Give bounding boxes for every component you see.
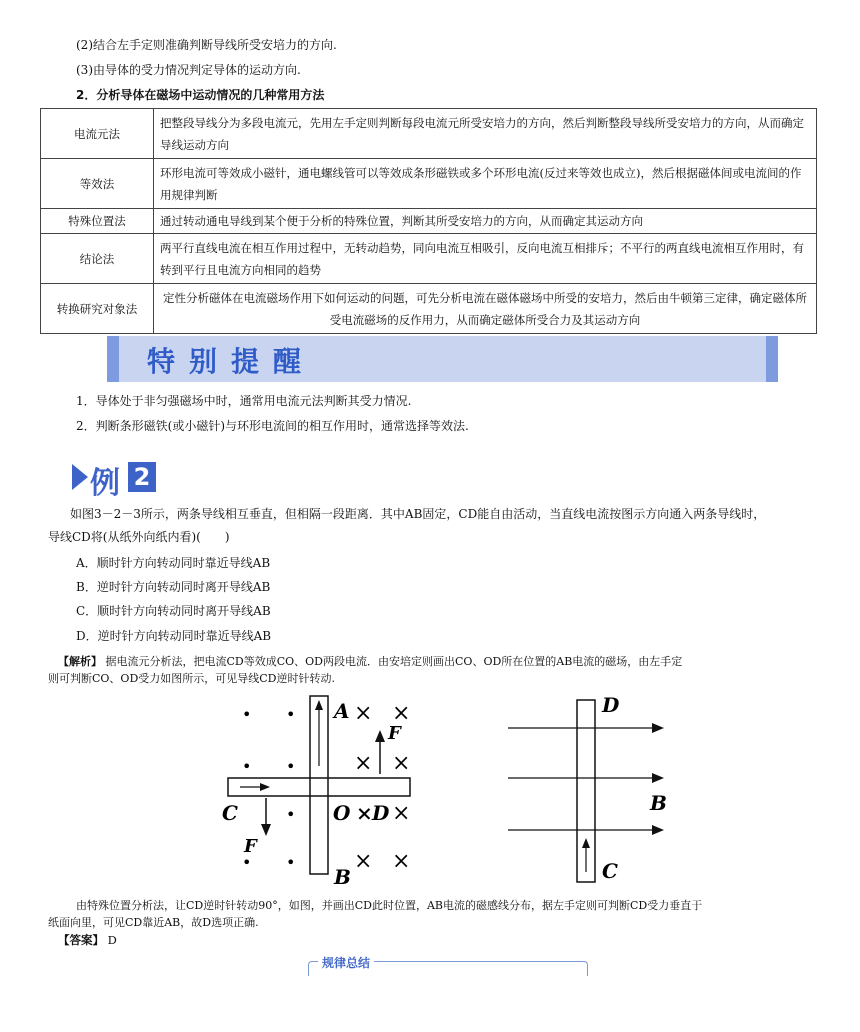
analysis-label: 【解析】: [58, 655, 102, 668]
example-number: 2: [128, 462, 156, 492]
analysis-line-2: 则可判断CO、OD受力如图所示，可见导线CD逆时针转动.: [48, 672, 336, 685]
dot-symbol: •: [242, 853, 252, 872]
note-1: 1．导体处于非匀强磁场中时，通常用电流元法判断其受力情况.: [76, 394, 412, 408]
cross-symbol: ×: [354, 751, 373, 776]
analysis-line-3: 由特殊位置分析法，让CD逆时针转动90°，如图，并画出CD此时位置，AB电流的磁感线分布，据左手定则可判断CD受力垂直于: [76, 899, 703, 912]
banner-edge-right: [766, 336, 778, 382]
label-d: D: [602, 693, 620, 717]
analysis-line-4: 纸面向里，可见CD靠近AB，故D选项正确.: [48, 916, 259, 929]
cross-symbol: ×: [356, 801, 373, 825]
method-desc: 环形电流可等效成小磁针，通电螺线管可以等效成条形磁铁或多个环形电流(反过来等效也成立)，然后根据磁体间或电流间的作用规律判断: [154, 159, 817, 209]
table-row: [41, 109, 817, 159]
table-row: [41, 284, 817, 334]
answer-line: [58, 932, 117, 948]
label-b: B: [650, 791, 667, 815]
arrow-up-icon: [582, 838, 590, 848]
cross-symbol: ×: [354, 849, 373, 874]
figure-left: [220, 692, 420, 888]
arrow-right-icon: [652, 723, 664, 733]
section-heading: 2．分析导体在磁场中运动情况的几种常用方法: [76, 88, 325, 102]
label-c: C: [602, 859, 618, 883]
cross-symbol: ×: [392, 701, 411, 726]
example-badge: [72, 458, 162, 501]
question-line-2: 导线CD将(从纸外向纸内看)( ): [48, 530, 230, 544]
label-o: O: [333, 801, 351, 825]
option-d: D．逆时针方向转动同时靠近导线AB: [76, 629, 272, 643]
option-a: A．顺时针方向转动同时靠近导线AB: [76, 556, 271, 570]
arrow-down-icon: [261, 824, 271, 836]
table-row: [41, 159, 817, 209]
summary-label: 规律总结: [318, 954, 374, 971]
cross-symbol: ×: [392, 849, 411, 874]
method-name: 结论法: [41, 234, 154, 284]
method-desc: 定性分析磁体在电流磁场作用下如何运动的问题，可先分析电流在磁体磁场中所受的安培力，然后由牛顿第三定律，确定磁体所受电流磁场的反作用力，从而确定磁体所受合力及其运动方向: [154, 284, 817, 334]
figure-right: [500, 692, 676, 888]
method-name: 特殊位置法: [41, 209, 154, 234]
table-row: [41, 234, 817, 284]
dot-symbol: •: [286, 853, 296, 872]
special-note-banner: [107, 336, 778, 382]
cross-symbol: ×: [354, 701, 373, 726]
note-2: 2．判断条形磁铁(或小磁针)与环形电流间的相互作用时，通常选择等效法.: [76, 419, 469, 433]
label-f-down: F: [244, 836, 257, 857]
dot-symbol: •: [286, 805, 296, 824]
cross-symbol: ×: [392, 751, 411, 776]
intro-point-3: (3)由导体的受力情况判定导体的运动方向.: [76, 63, 301, 77]
option-c: C．顺时针方向转动同时离开导线AB: [76, 604, 271, 618]
triangle-icon: [72, 464, 88, 490]
method-name: 等效法: [41, 159, 154, 209]
cross-symbol: ×: [392, 801, 411, 826]
method-desc: 两平行直线电流在相互作用过程中，无转动趋势，同向电流互相吸引，反向电流互相排斥；不平行的两直线电流相互作用时，有转到平行且电流方向相同的趋势: [154, 234, 817, 284]
methods-table: [40, 108, 817, 334]
banner-title: 特别提醒: [147, 345, 316, 378]
answer-value: D: [107, 933, 117, 947]
analysis-text: 据电流元分析法，把电流CD等效成CO、OD两段电流．由安培定则画出CO、OD所在位置的AB电流的磁场，由左手定: [105, 655, 683, 668]
arrow-right-icon: [652, 773, 664, 783]
label-d: D: [372, 801, 390, 825]
dot-symbol: •: [286, 757, 296, 776]
method-desc: 把整段导线分为多段电流元，先用左手定则判断每段电流元所受安培力的方向，然后判断整段导线所受安培力的方向，从而确定导线运动方向: [154, 109, 817, 159]
method-name: 转换研究对象法: [41, 284, 154, 334]
arrow-up-icon: [375, 730, 385, 742]
question-line-1: 如图3－2－3所示，两条导线相互垂直，但相隔一段距离．其中AB固定，CD能自由活动，当直线电流按图示方向通入两条导线时，: [70, 507, 766, 521]
analysis-line-1: [58, 653, 682, 669]
label-c: C: [222, 801, 238, 825]
label-f-up: F: [388, 723, 401, 744]
arrow-right-icon: [652, 825, 664, 835]
intro-point-2: (2)结合左手定则准确判断导线所受安培力的方向.: [76, 38, 337, 52]
example-label: 例: [90, 466, 120, 501]
option-b: B．逆时针方向转动同时离开导线AB: [76, 580, 271, 594]
label-a: A: [334, 699, 350, 723]
label-b: B: [334, 865, 351, 888]
table-row: [41, 209, 817, 234]
banner-edge-left: [107, 336, 119, 382]
method-name: 电流元法: [41, 109, 154, 159]
answer-label: 【答案】: [58, 933, 104, 947]
method-desc: 通过转动通电导线到某个便于分析的特殊位置，判断其所受安培力的方向，从而确定其运动方向: [154, 209, 817, 234]
dot-symbol: •: [242, 705, 252, 724]
dot-symbol: •: [286, 705, 296, 724]
dot-symbol: •: [242, 757, 252, 776]
